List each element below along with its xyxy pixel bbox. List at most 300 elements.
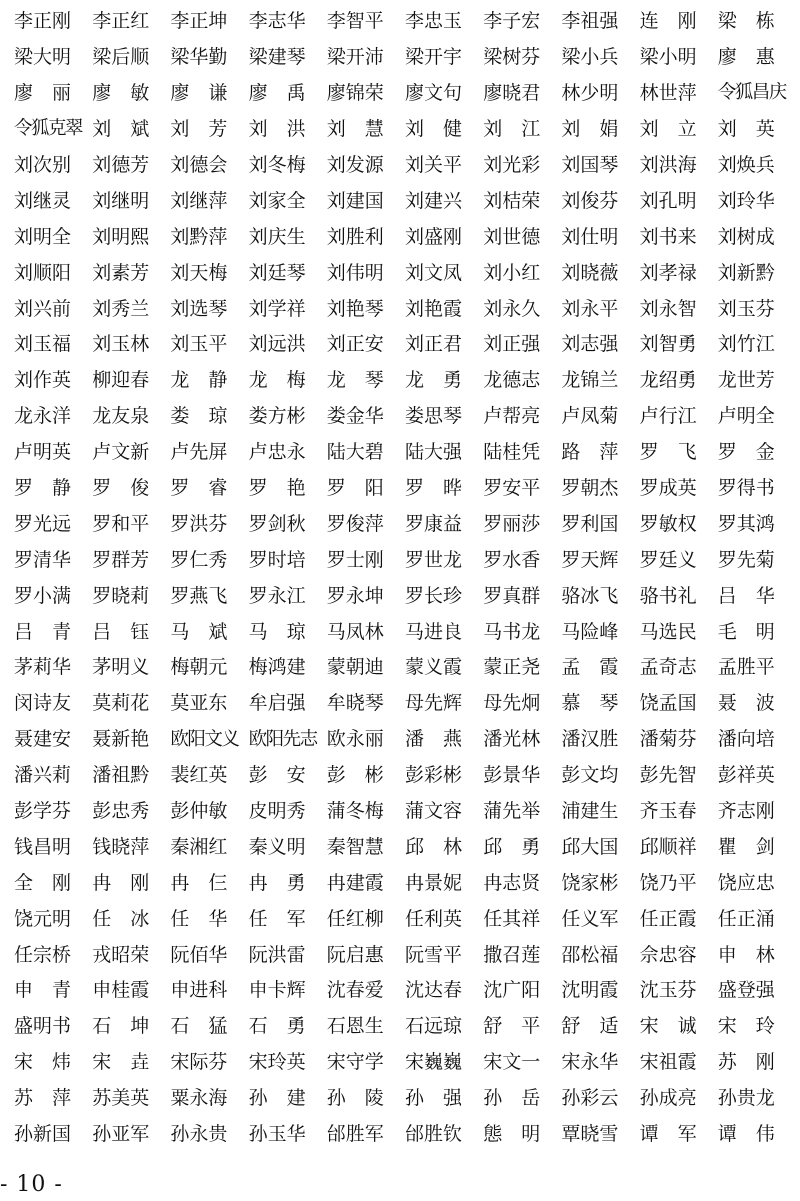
name-entry: 卢明全 (717, 405, 775, 428)
name-entry: 龙德志 (483, 369, 541, 392)
name-entry: 彭彩彬 (404, 764, 462, 787)
name-entry: 石远琼 (404, 1015, 462, 1038)
name-entry: 沈明霞 (561, 979, 619, 1002)
name-entry: 罗丽莎 (483, 512, 541, 535)
name-entry: 刘黔萍 (170, 225, 228, 248)
name-entry: 刘正安 (326, 333, 384, 356)
name-entry: 刘文凤 (404, 261, 462, 284)
name-entry: 浦建生 (561, 800, 619, 823)
name-entry: 刘胜利 (326, 225, 384, 248)
name-entry: 陆桂凭 (483, 441, 541, 464)
name-entry: 秦义明 (248, 835, 306, 858)
name-entry: 罗永坤 (326, 584, 384, 607)
name-entry: 刘选琴 (170, 297, 228, 320)
name-entry: 林少明 (561, 82, 619, 105)
name-entry: 谭 军 (639, 1123, 697, 1146)
name-entry: 令狐克翠 (14, 118, 83, 140)
name-entry: 蒙朝迪 (326, 656, 384, 679)
name-entry: 罗 晔 (404, 477, 462, 500)
name-entry: 吕 青 (14, 620, 72, 643)
name-entry: 罗廷义 (639, 548, 697, 571)
name-entry: 彭学芬 (14, 800, 72, 823)
name-entry: 林世萍 (639, 82, 697, 105)
name-entry: 刘玉芬 (717, 297, 775, 320)
name-entry: 钱晓萍 (92, 835, 150, 858)
name-entry: 刘继萍 (170, 189, 228, 212)
name-entry: 莫亚东 (170, 692, 228, 715)
name-entry: 刘 江 (483, 118, 541, 141)
name-entry: 廖 谦 (170, 82, 228, 105)
name-entry: 宋守学 (326, 1051, 384, 1074)
name-entry: 梁小明 (639, 46, 697, 69)
name-entry: 申卡辉 (248, 979, 306, 1002)
name-entry: 罗得书 (717, 477, 775, 500)
name-entry: 戎昭荣 (92, 943, 150, 966)
name-entry: 饶应忠 (717, 871, 775, 894)
name-entry: 彭景华 (483, 764, 541, 787)
name-entry: 龙世芳 (717, 369, 775, 392)
name-entry: 刘永智 (639, 297, 697, 320)
name-entry: 宋祖霞 (639, 1051, 697, 1074)
name-entry: 罗世龙 (404, 548, 462, 571)
name-entry: 刘继明 (92, 189, 150, 212)
name-entry: 罗群芳 (92, 548, 150, 571)
name-entry: 刘廷琴 (248, 261, 306, 284)
name-entry: 孟奇志 (639, 656, 697, 679)
name-entry: 刘庆生 (248, 225, 306, 248)
name-entry: 盛明书 (14, 1015, 72, 1038)
name-entry: 阮启惠 (326, 943, 384, 966)
name-entry: 路 萍 (561, 441, 619, 464)
name-entry: 梁后顺 (92, 46, 150, 69)
name-entry: 邵松福 (561, 943, 619, 966)
name-entry: 龙永洋 (14, 405, 72, 428)
name-entry: 刘伟明 (326, 261, 384, 284)
name-entry: 刘明全 (14, 225, 72, 248)
name-entry: 佘忠容 (639, 943, 697, 966)
name-entry: 任宗桥 (14, 943, 72, 966)
name-entry: 牟晓琴 (326, 692, 384, 715)
name-entry: 刘孝禄 (639, 261, 697, 284)
name-entry: 宋 诚 (639, 1015, 697, 1038)
name-entry: 梁树芬 (483, 46, 541, 69)
name-entry: 刘 娟 (561, 118, 619, 141)
name-entry: 梁建琴 (248, 46, 306, 69)
name-entry: 廖 丽 (14, 82, 72, 105)
name-entry: 罗燕飞 (170, 584, 228, 607)
name-entry: 罗 金 (717, 441, 775, 464)
name-entry: 沈达春 (404, 979, 462, 1002)
name-entry: 刘艳霞 (404, 297, 462, 320)
name-entry: 谭 伟 (717, 1123, 775, 1146)
name-entry: 皮明秀 (248, 800, 306, 823)
name-entry: 令狐昌庆 (717, 82, 786, 104)
name-entry: 饶家彬 (561, 871, 619, 894)
name-entry: 罗 飞 (639, 441, 697, 464)
name-entry: 任正涌 (717, 907, 775, 930)
name-entry: 宋永华 (561, 1051, 619, 1074)
name-entry: 阮佰华 (170, 943, 228, 966)
name-entry: 李忠玉 (404, 10, 462, 33)
name-entry: 欧永丽 (326, 728, 384, 751)
name-entry: 刘德芳 (92, 154, 150, 176)
name-entry: 邱顺祥 (639, 835, 697, 858)
name-entry: 邱 勇 (483, 835, 541, 858)
name-entry: 孙 陵 (326, 1087, 384, 1110)
name-entry: 卢先屏 (170, 441, 228, 464)
name-entry: 態 明 (483, 1123, 541, 1146)
name-entry: 覃晓雪 (561, 1123, 619, 1146)
name-entry: 李智平 (326, 10, 384, 33)
name-entry: 冉 仨 (170, 871, 228, 894)
name-entry: 彭忠秀 (92, 800, 150, 823)
name-entry: 梁大明 (14, 46, 72, 69)
name-entry: 闵诗友 (14, 692, 72, 715)
name-entry: 罗其鸿 (717, 512, 775, 535)
name-entry: 李子宏 (483, 10, 541, 33)
name-entry: 娄 琼 (170, 405, 228, 428)
name-entry: 马选民 (639, 620, 697, 643)
name-entry: 李正坤 (170, 10, 228, 33)
page-number: - 10 - (0, 1172, 63, 1197)
name-entry: 秦湘红 (170, 835, 228, 858)
name-entry: 孙成亮 (639, 1087, 697, 1110)
name-entry: 刘次别 (14, 154, 72, 176)
name-entry: 刘玉福 (14, 333, 72, 356)
name-entry: 刘玉平 (170, 333, 228, 356)
name-entry: 娄方彬 (248, 405, 306, 428)
name-entry: 刘继灵 (14, 189, 72, 212)
name-entry: 罗剑秋 (248, 512, 306, 535)
name-entry: 刘秀兰 (92, 297, 150, 320)
name-entry: 邰胜钦 (404, 1123, 462, 1146)
name-entry: 饶乃平 (639, 871, 697, 894)
name-entry: 陆大碧 (326, 441, 384, 464)
name-entry: 卢忠永 (248, 441, 306, 464)
name-entry: 邰胜军 (326, 1123, 384, 1146)
name-entry: 任 冰 (92, 907, 150, 930)
name-entry: 廖 禹 (248, 82, 306, 105)
name-entry: 苏 刚 (717, 1051, 775, 1074)
name-entry: 卢帮亮 (483, 405, 541, 428)
name-entry: 卢行江 (639, 405, 697, 428)
name-entry: 潘向培 (717, 728, 775, 751)
name-entry: 茅明义 (92, 656, 150, 679)
name-entry: 孙 强 (404, 1087, 462, 1110)
name-entry: 刘志强 (561, 333, 619, 356)
name-entry: 蒲冬梅 (326, 800, 384, 823)
name-entry: 刘 慧 (326, 118, 384, 141)
name-entry: 饶孟国 (639, 692, 697, 715)
name-entry: 石恩生 (326, 1015, 384, 1038)
name-entry: 龙 梅 (248, 369, 306, 392)
name-entry: 苏 萍 (14, 1087, 72, 1110)
name-entry: 孙 岳 (483, 1087, 541, 1110)
name-entry: 任利英 (404, 907, 462, 930)
name-entry: 慕 琴 (561, 692, 619, 715)
name-entry: 李正刚 (14, 10, 72, 33)
name-entry: 刘小红 (483, 261, 541, 284)
name-entry: 冉景妮 (404, 871, 462, 894)
name-entry: 卢明英 (14, 441, 72, 464)
name-entry: 骆书礼 (639, 584, 697, 607)
name-entry: 刘光彩 (483, 154, 541, 176)
name-entry: 彭祥英 (717, 764, 775, 787)
name-entry: 刘智勇 (639, 333, 697, 356)
name-entry: 母先炯 (483, 692, 541, 715)
name-entry: 刘兴前 (14, 297, 72, 320)
name-entry: 娄金华 (326, 405, 384, 428)
name-entry: 刘冬梅 (248, 154, 306, 176)
name-entry: 冉 勇 (248, 871, 306, 894)
name-entry: 潘兴莉 (14, 764, 72, 787)
name-list-grid (12, 4, 794, 1153)
name-entry: 刘国琴 (561, 154, 619, 176)
name-entry: 梁开宇 (404, 46, 462, 69)
name-entry: 孙永贵 (170, 1123, 228, 1146)
name-entry: 刘俊芬 (561, 189, 619, 212)
name-entry: 吕 华 (717, 584, 775, 607)
name-entry: 马凤林 (326, 620, 384, 643)
name-entry: 邱 林 (404, 835, 462, 858)
name-entry: 罗 艳 (248, 477, 306, 500)
name-entry: 茅莉华 (14, 656, 72, 679)
name-entry: 舒 适 (561, 1015, 619, 1038)
name-entry: 申进科 (170, 979, 228, 1002)
name-entry: 刘桔荣 (483, 189, 541, 212)
name-entry: 沈广阳 (483, 979, 541, 1002)
name-entry: 龙 勇 (404, 369, 462, 392)
name-entry: 粟永海 (170, 1087, 228, 1110)
name-entry: 娄思琴 (404, 405, 462, 428)
name-entry: 梁华勤 (170, 46, 228, 69)
name-entry: 刘 芳 (170, 118, 228, 141)
name-entry: 刘学祥 (248, 297, 306, 320)
name-entry: 罗 俊 (92, 477, 150, 500)
name-entry: 宋文一 (483, 1051, 541, 1074)
name-entry: 刘德会 (170, 154, 228, 176)
name-entry: 罗仁秀 (170, 548, 228, 571)
name-entry: 蒲先举 (483, 800, 541, 823)
name-entry: 齐玉春 (639, 800, 697, 823)
name-entry: 刘远洪 (248, 333, 306, 356)
name-entry: 任其祥 (483, 907, 541, 930)
name-entry: 刘玲华 (717, 189, 775, 212)
name-entry: 孙新国 (14, 1123, 72, 1146)
name-entry: 罗水香 (483, 548, 541, 571)
name-entry: 欧阳先志 (248, 728, 317, 750)
name-entry: 刘竹江 (717, 333, 775, 356)
name-entry: 任 军 (248, 907, 306, 930)
name-entry: 刘 立 (639, 118, 697, 141)
name-entry: 蒙义霞 (404, 656, 462, 679)
name-entry: 宋玲英 (248, 1051, 306, 1074)
name-entry: 刘洪海 (639, 154, 697, 176)
name-entry: 彭 安 (248, 764, 306, 787)
name-entry: 裴红英 (170, 764, 228, 787)
name-entry: 刘玉林 (92, 333, 150, 356)
name-entry: 刘永久 (483, 297, 541, 320)
name-entry: 孟 霞 (561, 656, 619, 679)
name-entry: 龙友泉 (92, 405, 150, 428)
name-entry: 李正红 (92, 10, 150, 33)
name-entry: 冉建霞 (326, 871, 384, 894)
name-entry: 齐志刚 (717, 800, 775, 823)
name-entry: 刘晓薇 (561, 261, 619, 284)
name-entry: 阮洪雷 (248, 943, 306, 966)
name-entry: 潘汉胜 (561, 728, 619, 751)
name-entry: 廖 惠 (717, 46, 775, 69)
name-entry: 刘建兴 (404, 189, 462, 212)
name-entry: 马 琼 (248, 620, 306, 643)
name-entry: 瞿 剑 (717, 835, 775, 858)
name-entry: 罗永江 (248, 584, 306, 607)
name-entry: 刘树成 (717, 225, 775, 248)
name-entry: 阮雪平 (404, 943, 462, 966)
name-entry: 刘发源 (326, 154, 384, 176)
name-entry: 刘焕兵 (717, 154, 775, 176)
name-entry: 钱昌明 (14, 835, 72, 858)
name-entry: 罗利国 (561, 512, 619, 535)
name-entry: 刘 斌 (92, 118, 150, 141)
name-entry: 梁小兵 (561, 46, 619, 69)
name-entry: 撒召莲 (483, 943, 541, 966)
name-entry: 陆大强 (404, 441, 462, 464)
name-entry: 孙玉华 (248, 1123, 306, 1146)
name-entry: 潘祖黔 (92, 764, 150, 787)
name-entry: 刘艳琴 (326, 297, 384, 320)
name-entry: 刘天梅 (170, 261, 228, 284)
name-entry: 罗长珍 (404, 584, 462, 607)
name-entry: 全 刚 (14, 871, 72, 894)
name-entry: 聂新艳 (92, 728, 150, 751)
name-entry: 彭文均 (561, 764, 619, 787)
name-entry: 潘 燕 (404, 728, 462, 751)
name-entry: 申桂霞 (92, 979, 150, 1002)
name-entry: 聂建安 (14, 728, 72, 751)
name-entry: 彭先智 (639, 764, 697, 787)
name-entry: 任 华 (170, 907, 228, 930)
name-entry: 梁 栋 (717, 10, 775, 33)
name-entry: 孟胜平 (717, 656, 775, 679)
name-entry: 蒲文容 (404, 800, 462, 823)
name-entry: 罗俊萍 (326, 512, 384, 535)
name-entry: 刘 洪 (248, 118, 306, 141)
name-entry: 廖锦荣 (326, 82, 384, 105)
name-entry: 刘家全 (248, 189, 306, 212)
name-entry: 刘正君 (404, 333, 462, 356)
name-entry: 刘关平 (404, 154, 462, 176)
name-entry: 聂 波 (717, 692, 775, 715)
name-entry: 罗时培 (248, 548, 306, 571)
name-entry: 宋际芬 (170, 1051, 228, 1074)
name-entry: 秦智慧 (326, 835, 384, 858)
name-entry: 刘永平 (561, 297, 619, 320)
name-entry: 刘盛刚 (404, 225, 462, 248)
name-entry: 龙锦兰 (561, 369, 619, 392)
name-entry: 廖晓君 (483, 82, 541, 105)
name-entry: 刘建国 (326, 189, 384, 212)
name-entry: 刘仕明 (561, 225, 619, 248)
name-entry: 任义军 (561, 907, 619, 930)
name-entry: 马进良 (404, 620, 462, 643)
name-entry: 罗士刚 (326, 548, 384, 571)
name-entry: 骆冰飞 (561, 584, 619, 607)
name-entry: 罗洪芬 (170, 512, 228, 535)
name-entry: 刘 英 (717, 118, 775, 141)
name-entry: 罗天辉 (561, 548, 619, 571)
name-entry: 欧阳文义 (170, 728, 239, 750)
name-entry: 邱大国 (561, 835, 619, 858)
name-entry: 饶元明 (14, 907, 72, 930)
name-entry: 马 斌 (170, 620, 228, 643)
name-entry: 马书龙 (483, 620, 541, 643)
name-entry: 罗光远 (14, 512, 72, 535)
name-entry: 卢文新 (92, 441, 150, 464)
name-entry: 石 猛 (170, 1015, 228, 1038)
name-entry: 任正霞 (639, 907, 697, 930)
name-entry: 刘素芳 (92, 261, 150, 284)
name-entry: 罗朝杰 (561, 477, 619, 500)
name-entry: 刘 健 (404, 118, 462, 141)
name-entry: 苏美英 (92, 1087, 150, 1110)
name-entry: 刘顺阳 (14, 261, 72, 284)
name-entry: 刘作英 (14, 369, 72, 392)
name-entry: 沈春爱 (326, 979, 384, 1002)
name-entry: 冉志贤 (483, 871, 541, 894)
name-entry: 石 坤 (92, 1015, 150, 1038)
name-entry: 潘菊芬 (639, 728, 697, 751)
name-entry: 刘正强 (483, 333, 541, 356)
name-entry: 罗 睿 (170, 477, 228, 500)
name-entry: 吕 钰 (92, 620, 150, 643)
name-entry: 彭 彬 (326, 764, 384, 787)
name-entry: 刘孔明 (639, 189, 697, 212)
name-entry: 马险峰 (561, 620, 619, 643)
name-entry: 刘书来 (639, 225, 697, 248)
name-entry: 罗 静 (14, 477, 72, 500)
name-entry: 罗安平 (483, 477, 541, 500)
name-entry: 申 青 (14, 979, 72, 1002)
name-entry: 孙贵龙 (717, 1087, 775, 1110)
name-entry: 罗小满 (14, 584, 72, 607)
name-entry: 廖文句 (404, 82, 462, 105)
name-entry: 罗敏权 (639, 512, 697, 535)
name-entry: 罗真群 (483, 584, 541, 607)
name-entry: 龙 静 (170, 369, 228, 392)
name-entry: 蒙正尧 (483, 656, 541, 679)
name-entry: 宋 垚 (92, 1051, 150, 1074)
name-entry: 任红柳 (326, 907, 384, 930)
name-entry: 梅朝元 (170, 656, 228, 679)
name-entry: 孙彩云 (561, 1087, 619, 1110)
name-entry: 龙绍勇 (639, 369, 697, 392)
name-entry: 宋 玲 (717, 1015, 775, 1038)
name-entry: 柳迎春 (92, 369, 150, 392)
name-entry: 舒 平 (483, 1015, 541, 1038)
name-entry: 石 勇 (248, 1015, 306, 1038)
name-entry: 冉 刚 (92, 871, 150, 894)
name-entry: 李祖强 (561, 10, 619, 33)
name-entry: 廖 敏 (92, 82, 150, 105)
name-entry: 孙亚军 (92, 1123, 150, 1146)
name-entry: 牟启强 (248, 692, 306, 715)
name-entry: 莫莉花 (92, 692, 150, 715)
name-entry: 刘新黔 (717, 261, 775, 284)
name-entry: 潘光林 (483, 728, 541, 751)
name-entry: 罗晓莉 (92, 584, 150, 607)
name-entry: 罗清华 (14, 548, 72, 571)
